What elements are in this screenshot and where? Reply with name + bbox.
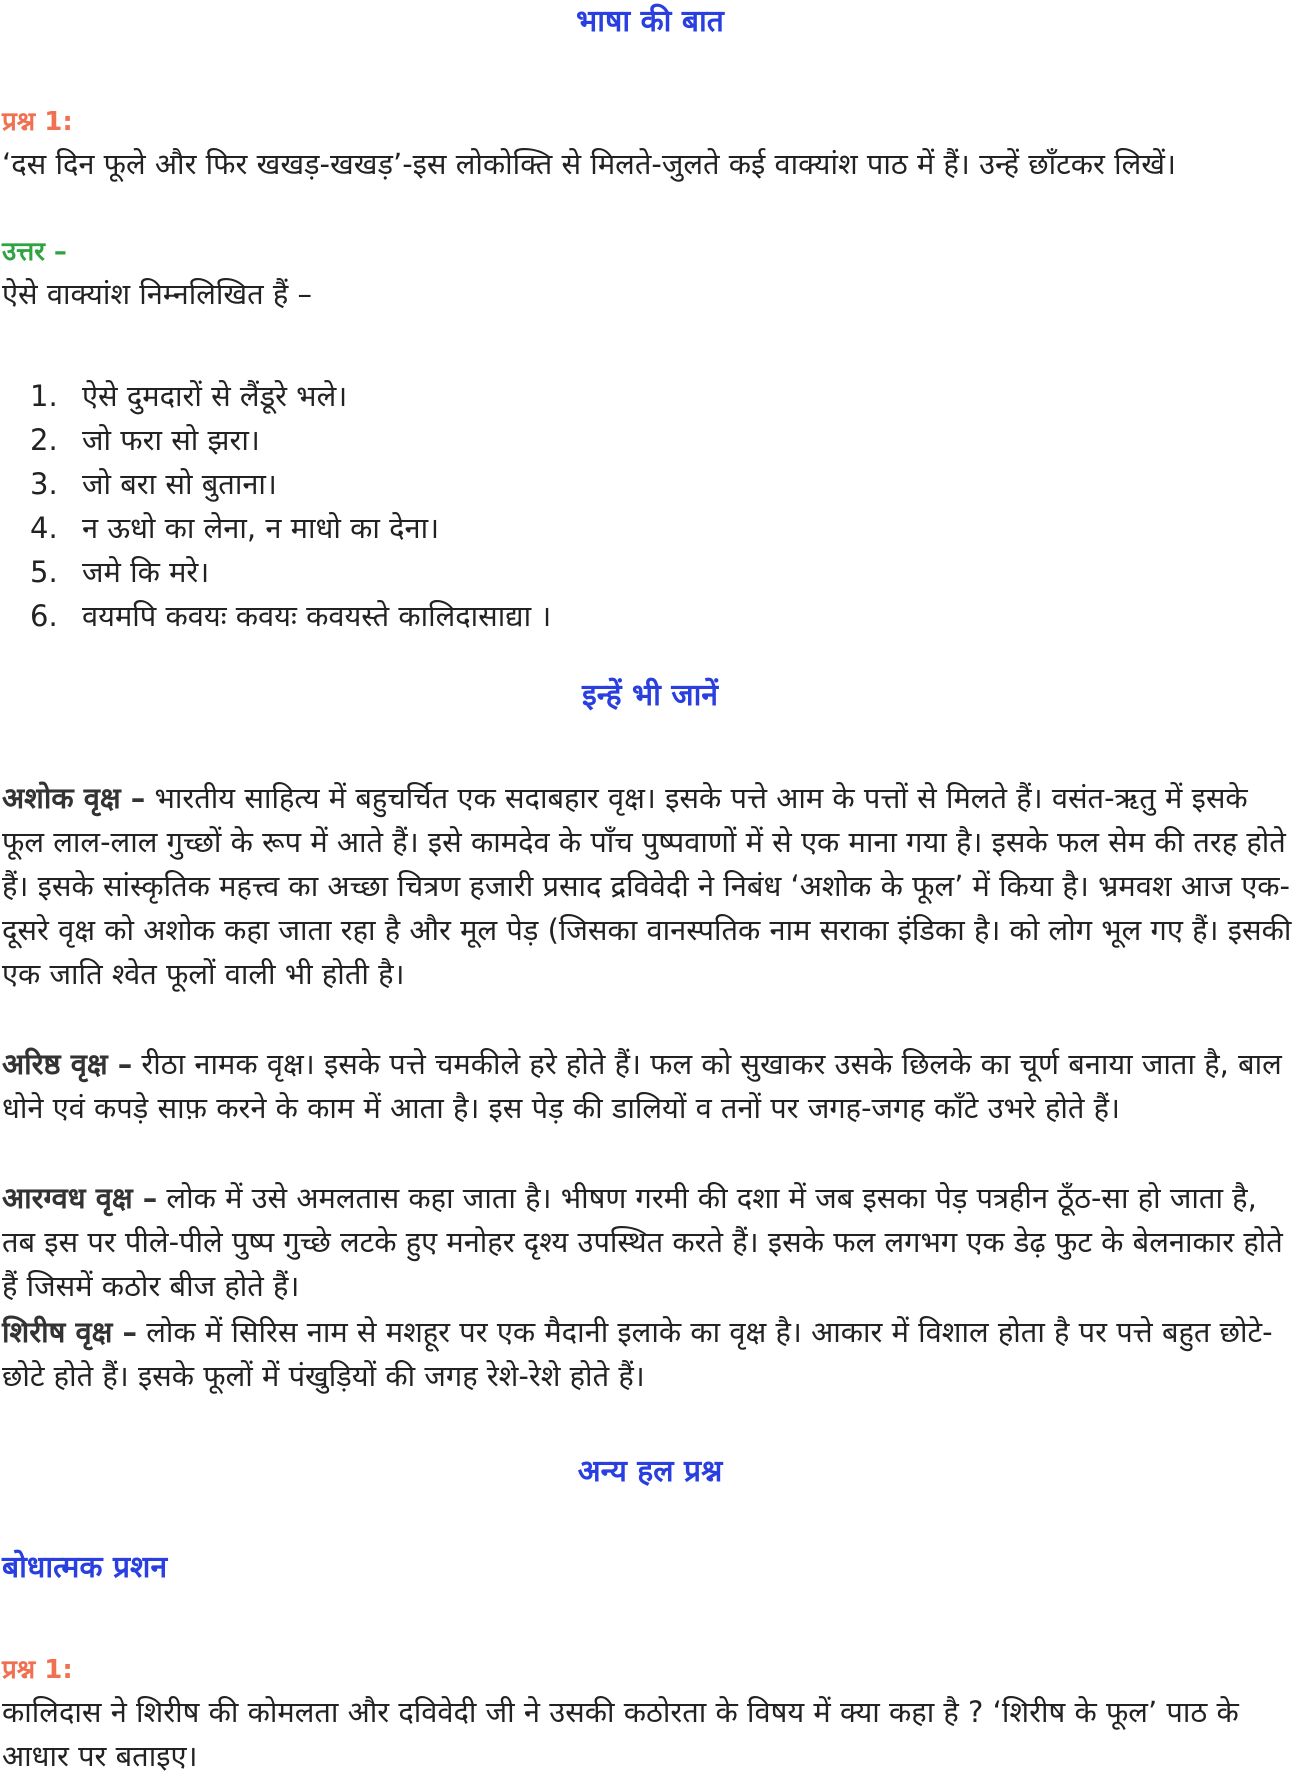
entry-term: अरिष्ठ वृक्ष – (2, 1047, 133, 1081)
list-item: 4. न ऊधो का लेना, न माधो का देना। (30, 511, 440, 545)
phrase-list (30, 374, 551, 638)
entry-shirish (2, 1310, 1298, 1398)
entry-ashok (2, 776, 1298, 996)
answer-label: उत्तर – (2, 237, 67, 267)
entry-term: शिरीष वृक्ष – (2, 1315, 137, 1349)
list-item: 5. जमे कि मरे। (30, 555, 210, 589)
entry-term: आरग्वध वृक्ष – (2, 1181, 158, 1215)
entry-aragvadh (2, 1176, 1298, 1308)
section-heading-anya: अन्य हल प्रश्न (577, 1454, 723, 1489)
question-text: ‘दस दिन फूले और फिर खखड़-खखड़’-इस लोकोक्ति से मिलते-जुलते कई वाक्यांश पाठ में हैं। उन्हें छाँटकर लिखें। (2, 147, 1176, 181)
section-heading-bhasha: भाषा की बात (576, 4, 724, 39)
question-label: प्रश्न 1: (2, 107, 73, 137)
answer-intro: ऐसे वाक्यांश निम्नलिखित हैं – (2, 277, 313, 311)
list-item: 2. जो फरा सो झरा। (30, 423, 260, 457)
list-item: 3. जो बरा सो बुताना। (30, 467, 277, 501)
entry-text: रीठा नामक वृक्ष। इसके पत्ते चमकीले हरे होते हैं। फल को सुखाकर उसके छिलके का चूर्ण बनाया जाता है, बाल धोने एवं कपड़े साफ़ करने के काम में आता है। इस पेड़ की डालियों व तनों पर जगह-जगह काँटे उभरे होते हैं। (2, 1047, 1282, 1125)
entry-arishth (2, 1042, 1298, 1130)
entry-text: लोक में सिरिस नाम से मशहूर पर एक मैदानी इलाके का वृक्ष है। आकार में विशाल होता है पर पत्ते बहुत छोटे-छोटे होते हैं। इसके फूलों में पंखुड़ियों की जगह रेशे-रेशे होते हैं। (2, 1315, 1273, 1393)
subheading-bodhatmak: बोधात्मक प्रशन (2, 1550, 168, 1585)
section-heading-jane: इन्हें भी जानें (581, 678, 719, 713)
entry-term: अशोक वृक्ष – (2, 781, 146, 815)
list-item: 1. ऐसे दुमदारों से लैंडूरे भले। (30, 379, 348, 413)
entry-text: भारतीय साहित्य में बहुचर्चित एक सदाबहार वृक्ष। इसके पत्ते आम के पत्तों से मिलते हैं। वसंत-ऋतु में इसके फूल लाल-लाल गुच्छों के रूप में आते हैं। इसे कामदेव के पाँच पुष्पवाणों में से एक माना गया है। इसके फल सेम की तरह होते हैं। इसके सांस्कृतिक महत्त्व का अच्छा चित्रण हजारी प्रसाद द्रविवेदी ने निबंध ‘अशोक के फूल’ में किया है। भ्रमवश आज एक-दूसरे वृक्ष को अशोक कहा जाता रहा है और मूल पेड़ (जिसका वानस्पतिक नाम सराका इंडिका है। को लोग भूल गए हैं। इसकी एक जाति श्वेत फूलों वाली भी होती है। (2, 781, 1292, 991)
question-label: प्रश्न 1: (2, 1655, 73, 1685)
entry-text: लोक में उसे अमलतास कहा जाता है। भीषण गरमी की दशा में जब इसका पेड़ पत्रहीन ठूँठ-सा हो जाता है, तब इस पर पीले-पीले पुष्प गुच्छे लटके हुए मनोहर दृश्य उपस्थित करते हैं। इसके फल लगभग एक डेढ़ फुट के बेलनाकार होते हैं जिसमें कठोर बीज होते हैं। (2, 1181, 1283, 1303)
question-text: कालिदास ने शिरीष की कोमलता और दविवेदी जी ने उसकी कठोरता के विषय में क्या कहा है ? ‘शिरीष के फूल’ पाठ के आधार पर बताइए। (2, 1695, 1239, 1773)
list-item: 6. वयमपि कवयः कवयः कवयस्ते कालिदासाद्या । (30, 599, 552, 633)
